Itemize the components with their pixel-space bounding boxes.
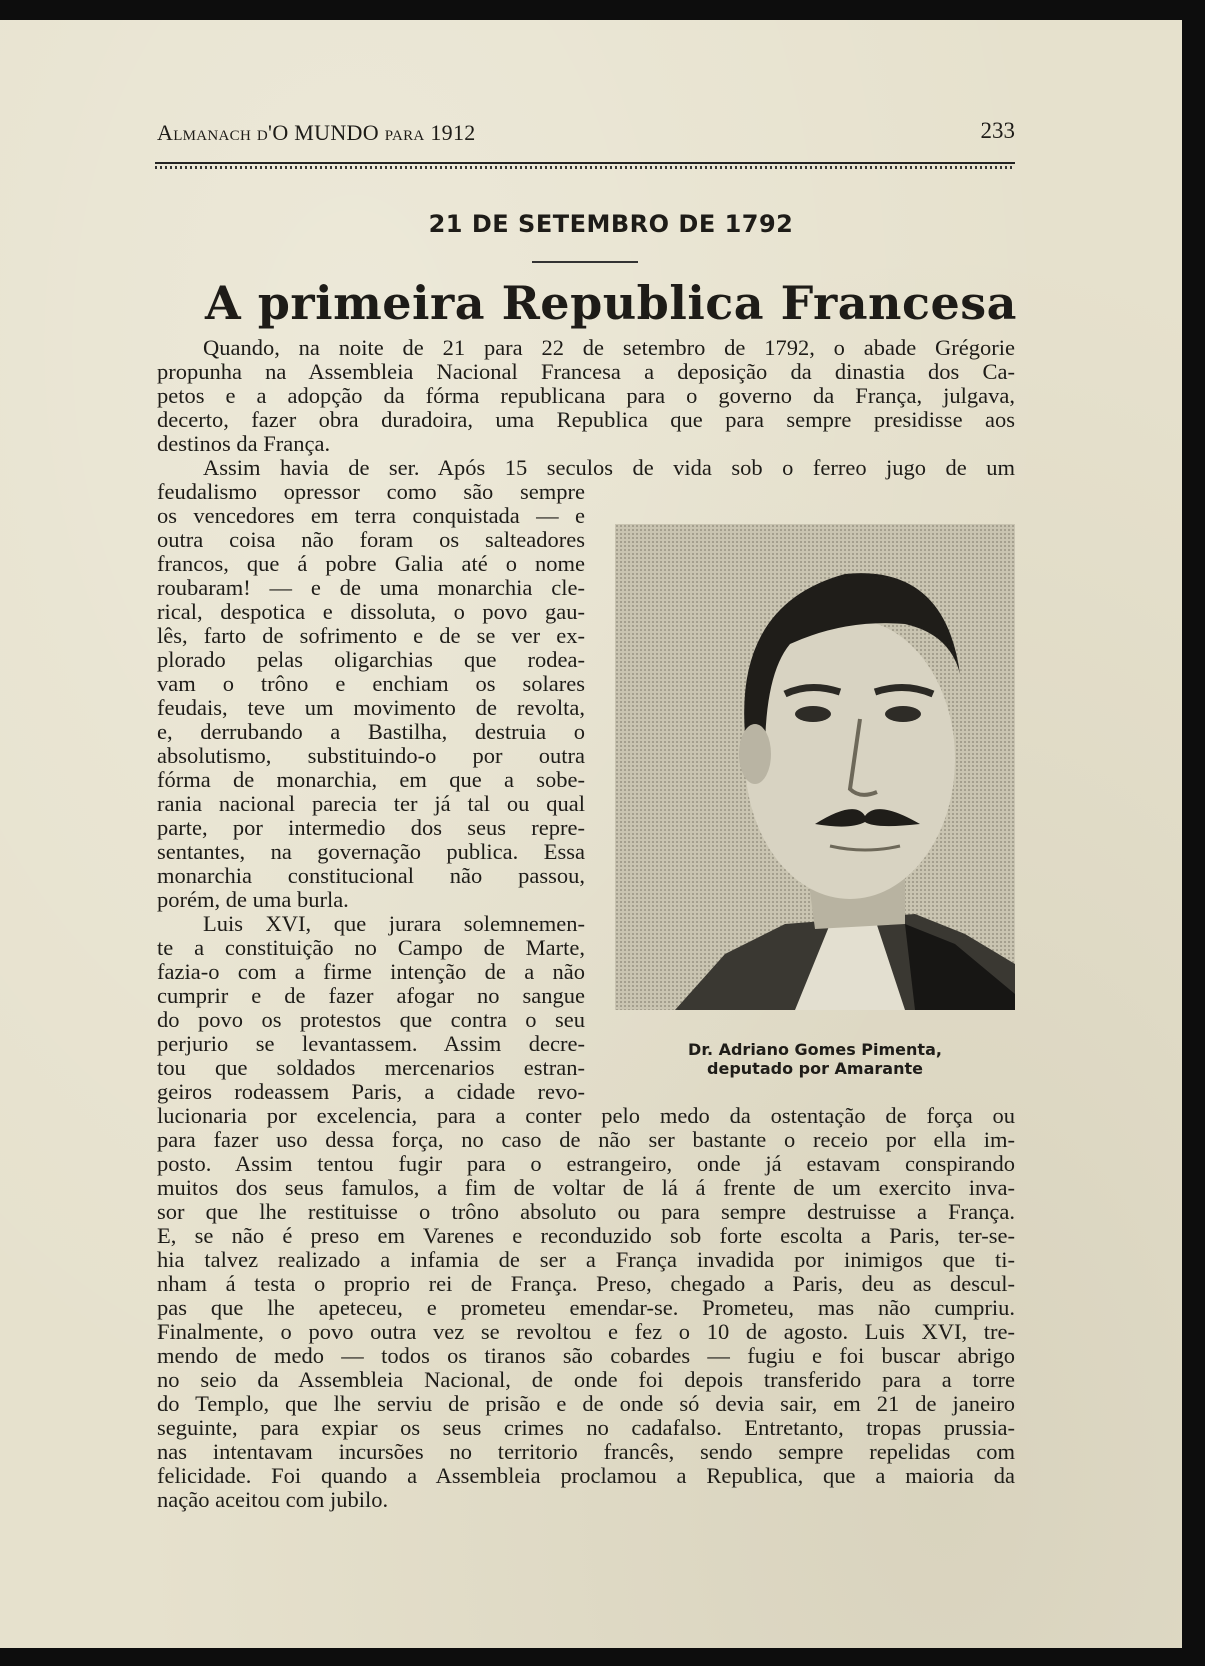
text-line: perjurio se levantassem. Assim decre- [157, 1031, 585, 1056]
text-line: rical, despotica e dissoluta, o povo gau- [157, 599, 585, 624]
book-page [0, 20, 1182, 1648]
running-head [157, 108, 1015, 148]
page-number: 233 [980, 118, 1015, 143]
text-line: os vencedores em terra conquistada — e [157, 503, 585, 528]
text-line: Luis XVI, que jurara solemnemen- [203, 911, 585, 936]
photo-caption [620, 1040, 1010, 1078]
article-date: 21 DE SETEMBRO DE 1792 [428, 210, 794, 238]
text-line: muitos dos seus famulos, a fim de voltar de lá á frente de um exercito inva- [157, 1175, 1015, 1200]
text-line: Finalmente, o povo outra vez se revoltou e fez o 10 de agosto. Luis XVI, tre- [157, 1319, 1015, 1344]
portrait-photo [615, 524, 1015, 1010]
text-line: propunha na Assembleia Nacional Francesa a deposição da dinastia dos Ca- [157, 359, 1015, 384]
text-line: sentantes, na governação publica. Essa [157, 839, 585, 864]
text-line: do povo os protestos que contra o seu [157, 1007, 585, 1032]
article-title: A primeira Republica Francesa [205, 276, 1017, 330]
text-line: felicidade. Foi quando a Assembleia proclamou a Republica, que a maioria da [157, 1463, 1015, 1488]
text-line: fazia-o com a firme intenção de a não [157, 959, 585, 984]
text-line: petos e a adopção da fórma republicana para o governo da França, julgava, [157, 383, 1015, 408]
text-line: Assim havia de ser. Após 15 seculos de vida sob o ferreo jugo de um [203, 455, 1015, 480]
text-line: e, derrubando a Bastilha, destruia o [157, 719, 585, 744]
text-line: destinos da França. [157, 431, 331, 456]
text-line: cumprir e de fazer afogar no sangue [157, 983, 585, 1008]
text-line: vam o trôno e enchiam os solares [157, 671, 585, 696]
text-line: nham á testa o proprio rei de França. Preso, chegado a Paris, deu as descul- [157, 1271, 1015, 1296]
text-line: francos, que á pobre Galia até o nome [157, 551, 585, 576]
text-line: rania nacional parecia ter já tal ou qual [157, 791, 585, 816]
text-line: lês, farto de sofrimento e de se ver ex- [157, 623, 585, 648]
text-line: tou que soldados mercenarios estran- [157, 1055, 585, 1080]
text-line: parte, por intermedio dos seus repre- [157, 815, 585, 840]
portrait-illustration [615, 524, 1015, 1010]
text-line: nas intentavam incursões no territorio francês, sendo sempre repelidas com [157, 1439, 1015, 1464]
text-line: mendo de medo — todos os tiranos são cobardes — fugiu e foi buscar abrigo [157, 1343, 1015, 1368]
text-line: pas que lhe apeteceu, e prometeu emendar-se. Prometeu, mas não cumpriu. [157, 1295, 1015, 1320]
text-line: decerto, fazer obra duradoira, uma Republica que para sempre presidisse aos [157, 407, 1015, 432]
text-line: feudais, teve um movimento de revolta, [157, 695, 585, 720]
text-line: te a constituição no Campo de Marte, [157, 935, 585, 960]
text-line: nação aceitou com jubilo. [157, 1487, 389, 1512]
header-rule [155, 162, 1015, 170]
text-line: seguinte, para expiar os seus crimes no cadafalso. Entretanto, tropas prussia- [157, 1415, 1015, 1440]
text-line: roubaram! — e de uma monarchia cle- [157, 575, 585, 600]
text-line: porém, de uma burla. [157, 887, 349, 912]
text-line: absolutismo, substituindo-o por outra [157, 743, 585, 768]
text-line: outra coisa não foram os salteadores [157, 527, 585, 552]
running-title: Almanach d'O MUNDO para 1912 [157, 120, 476, 145]
text-line: E, se não é preso em Varenes e reconduzido sob forte escolta a Paris, ter-se- [157, 1223, 1015, 1248]
text-line: geiros rodeassem Paris, a cidade revo- [157, 1079, 585, 1104]
text-line: feudalismo opressor como são sempre [157, 479, 585, 504]
text-line: Quando, na noite de 21 para 22 de setembro de 1792, o abade Grégorie [203, 335, 1015, 360]
text-line: hia talvez realizado a infamia de ser a França invadida por inimigos que ti- [157, 1247, 1015, 1272]
title-divider [532, 261, 638, 263]
text-line: posto. Assim tentou fugir para o estrangeiro, onde já estavam conspirando [157, 1151, 1015, 1176]
text-line: para fazer uso dessa força, no caso de não ser bastante o receio por ella im- [157, 1127, 1015, 1152]
text-line: no seio da Assembleia Nacional, de onde foi depois transferido para a torre [157, 1367, 1015, 1392]
caption-role: deputado por Amarante [707, 1059, 923, 1078]
text-line: fórma de monarchia, em que a sobe- [157, 767, 585, 792]
caption-name: Dr. Adriano Gomes Pimenta, [688, 1040, 942, 1059]
text-line: lucionaria por excelencia, para a conter pelo medo da ostentação de força ou [157, 1103, 1015, 1128]
text-line: do Templo, que lhe serviu de prisão e de onde só devia sair, em 21 de janeiro [157, 1391, 1015, 1416]
text-line: monarchia constitucional não passou, [157, 863, 585, 888]
text-line: sor que lhe restituisse o trôno absoluto ou para sempre destruisse a França. [157, 1199, 1015, 1224]
text-line: plorado pelas oligarchias que rodea- [157, 647, 585, 672]
